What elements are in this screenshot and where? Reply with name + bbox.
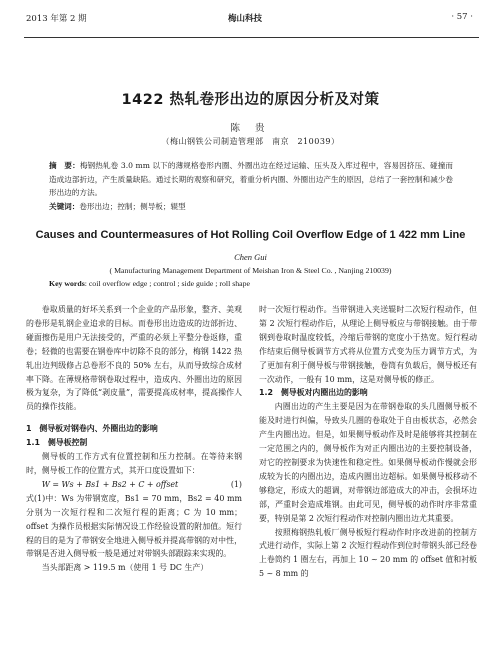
title-chinese: 1422 热轧卷形出边的原因分析及对策 [121,92,380,108]
author-english: Chen Gui [234,252,267,262]
page-number: · 57 · [451,12,473,22]
title-english: Causes and Countermeasures of Hot Rolling Coil Overflow Edge of 1 422 mm Line [35,229,466,241]
paragraph-inner-edge: 内圈出边的产生主要是因为在带钢卷取的头几圈侧导板不能及时进行纠偏，导致头几圈的卷取处于自由板状态，必然会产生内圈出边。但是，如果侧导板动作及时是能够将其控制在一定范围之内的，侧导板作为对正内圈出边的主要控制设备，对它的控制要求为快速性和稳定性。如果侧导板动作慢就会形成较为长的内圈出边，造成内圈出边超标。如果侧导板移动不够稳定，形成大的超调，对带钢边部造成大的冲击，会损坏边部，严重时会造成堆钢。由此可见，侧导板的动作时序非常重要，特别是第 2 次短行程动作对控制内圈出边尤其重要。 [259,402,477,523]
keywords-en-label: Key words [49,279,85,288]
paragraph-timing: 按照梅钢热轧板厂侧导板短行程动作时序改进前的控制方式进行动作，实际上第 2 次短行程动作到位时带钢头部已经卷上卷筒约 1 圈左右，再加上 10 ~ 20 mm 的 offset 值和衬板 5 ~ 8 mm 的 [259,527,477,579]
keywords-label: 关键词： [49,202,80,211]
intro-paragraph: 卷取质量的好坏关系到一个企业的产品形象，整齐、美观的卷形是轧钢企业追求的目标。而卷形出边造成的边部折边、碰面擦伤是用户无法接受的，严重的必须上平整分卷返修，重卷；轻微的也需要在钢卷库中切除不良的部分，梅钢 1422 热轧出边判级修占总卷形不良的 50% 左右，从而导致综合成材率下降。在薄规格带钢卷取过程中，造成内、外圈出边的原因极为复杂，为了降低“剥皮量”，需要提高成材率，提高操作人员的操作技能。 [26,305,242,412]
equation-1 [26,478,242,492]
section-1-heading: 1 侧导板对钢卷内、外圈出边的影响 [26,424,158,434]
journal-name: 梅山科技 [228,14,263,24]
header-rule [24,37,479,38]
paragraph-side-guide-control: 侧导板的工作方式有位置控制和压力控制。在等待来钢时，侧导板工作的位置方式，其开口度设置如下： [26,452,242,475]
equation-text: W = Ws + Bs1 + Bs2 + C + offset [41,479,179,489]
paragraph-equation-explanation: 式(1)中：Ws 为带钢宽度，Bs1 = 70 mm，Bs2 = 40 mm 分别为一次短行程和二次短行程的距离；C 为 10 mm；offset 为操作员根据实际情况设工作经验设置的附加值。短行程的目的是为了带钢安全地进入侧导板并提高带钢的对中性，带钢是否进入侧导板一般是通过对带钢头部跟踪来实现的。 [26,493,242,559]
paragraph-short-stroke: 时一次短行程动作。当带钢进入夹送辊时二次短行程动作，但第 2 次短行程动作后，从理论上侧导板应与带钢接触。由于带钢到卷取时温度较低，冷缩后带钢的宽度小于热宽。短行程动作结束后侧导板调节方式将从位置方式变为压力调节方式，为了更加有利于侧导板与带钢接触，卷筒有负载后，侧导板还有一次动作，一般有 10 mm，这是对侧导板的修正。 [259,305,477,384]
equation-number: (1) [230,479,242,489]
keywords-en-text: : coil overflow edge ; control ; side guide ; roll shape [84,279,250,288]
abstract-label: 摘 要： [49,161,80,170]
body-right-column [259,303,477,581]
journal-issue: 2013 年第 2 期 [26,14,87,24]
affiliation-english: ( Manufacturing Management Department of Meishan Iron & Steel Co. , Nanjing 210039) [109,266,392,275]
abstract-text: 梅钢热轧卷 3.0 mm 以下的薄规格卷形内圈、外圈出边在经过运输、压头及入库过程中，容易因挤压、碰撞而造成边部折边，产生质量缺陷。通过长期的观察和研究，着重分析内圈、外圈出边产生的原因，总结了一套控制和减少卷形出边的方法。 [49,161,454,197]
keywords-text: 卷形出边；控制；侧导板；辊型 [79,202,186,211]
keywords-english [49,279,459,288]
section-1-2-heading: 1.2 侧导板对内圈出边的影响 [259,388,368,398]
body-left-column [26,303,242,575]
abstract-chinese [49,159,453,200]
running-header [0,9,501,25]
keywords-chinese [49,201,453,212]
section-1-1-heading: 1.1 侧导板控制 [26,438,88,448]
author-chinese: 陈 贵 [230,123,271,134]
affiliation-chinese: （梅山钢铁公司制造管理部 南京 210039） [161,137,340,146]
paragraph-head-distance: 当头部距离 > 119.5 m（使用 1 号 DC 生产） [41,563,209,573]
